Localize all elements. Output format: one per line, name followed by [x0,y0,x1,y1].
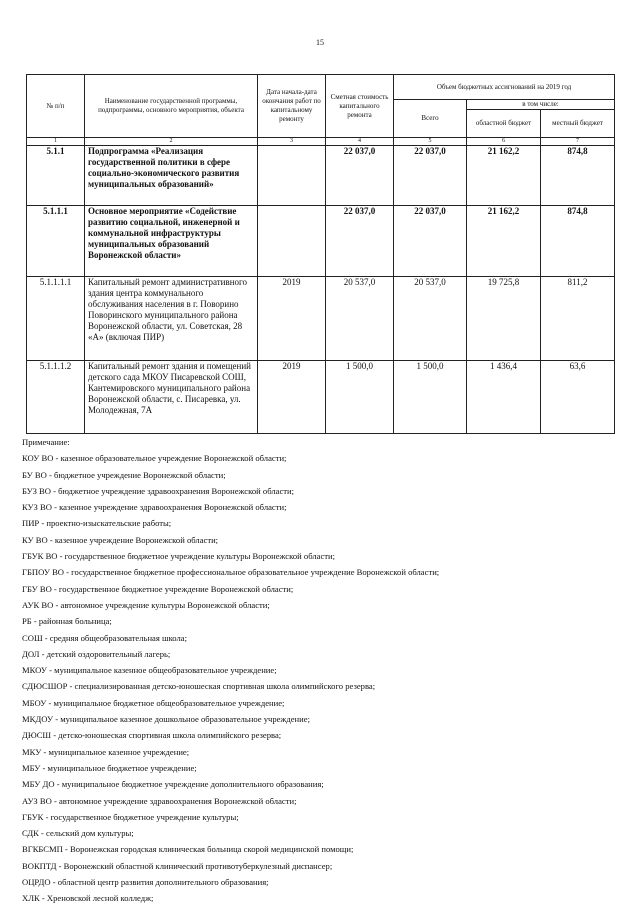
note-item: СДЮСШОР - специализированная детско-юношеская спортивная школа олимпийского резерва; [22,681,376,692]
col-number: 3 [258,138,326,146]
note-item: ГБУК - государственное бюджетное учреждение культуры; [22,811,239,822]
row-name: Капитальный ремонт административного здания центра коммунального обслуживания населения в г. Поворино Поворинского муниципального района Воронежской области, ул. Советская, 28 «А» (включая ПИР) [85,277,258,361]
note-item: БУЗ ВО - бюджетное учреждение здравоохранения Воронежской области; [22,485,295,496]
note-item: АУЗ ВО - автономное учреждение здравоохранения Воронежской области; [22,795,297,806]
note-item: ГБУК ВО - государственное бюджетное учреждение культуры Воронежской области; [22,551,336,562]
row-number: 5.1.1.1.1 [27,277,85,361]
row-total: 1 500,0 [394,361,467,434]
row-cost: 22 037,0 [326,146,394,206]
col-number: 1 [27,138,85,146]
note-item: МКОУ - муниципальное казенное общеобразовательное учреждение; [22,665,277,676]
col-number: 4 [326,138,394,146]
row-regional: 1 436,4 [467,361,541,434]
note-item: МБОУ - муниципальное бюджетное общеобразовательное учреждение; [22,697,285,708]
row-local: 874,8 [541,206,615,277]
header-local: местный бюджет [541,110,615,138]
note-item: МКДОУ - муниципальное казенное дошкольное образовательное учреждение; [22,714,310,725]
row-local: 63,6 [541,361,615,434]
note-item: БУ ВО - бюджетное учреждение Воронежской области; [22,469,226,480]
notes-section [22,434,622,907]
note-item: РБ - районная больница; [22,616,112,627]
header-including: в том числе: [467,100,615,110]
note-item: ОЦРДО - областной центр развития дополнительного образования; [22,877,269,888]
page-number: 15 [316,38,324,47]
row-name: Капитальный ремонт здания и помещений детского сада МКОУ Писаревской СОШ, Кантемировского муниципального района Воронежской области, с. Писаревка, ул. Молодежная, 7А [85,361,258,434]
note-item: ВГКБСМП - Воронежская городская клиническая больница скорой медицинской помощи; [22,844,354,855]
note-item: ГБПОУ ВО - государственное бюджетное профессиональное образовательное учреждение Воронежской области; [22,567,440,578]
row-regional: 21 162,2 [467,146,541,206]
note-item: ХЛК - Хреновской лесной колледж; [22,893,154,904]
table-row [27,206,615,277]
row-number: 5.1.1 [27,146,85,206]
row-total: 22 037,0 [394,146,467,206]
note-item: ДЮСШ - детско-юношеская спортивная школа олимпийского резерва; [22,730,282,741]
col-number: 5 [394,138,467,146]
row-total: 20 537,0 [394,277,467,361]
note-item: МБУ - муниципальное бюджетное учреждение; [22,762,197,773]
note-item: АУК ВО - автономное учреждение культуры Воронежской области; [22,599,270,610]
note-item: ВОКПТД - Воронежский областной клинический противотуберкулезный диспансер; [22,860,333,871]
note-item: СОШ - средняя общеобразовательная школа; [22,632,187,643]
budget-table [26,74,615,434]
row-number: 5.1.1.1 [27,206,85,277]
row-regional: 19 725,8 [467,277,541,361]
col-number: 7 [541,138,615,146]
header-name: Наименование государственной программы, подпрограммы, основного мероприятия, объекта [85,75,258,138]
header-num: № п/п [27,75,85,138]
note-item: СДК - сельский дом культуры; [22,828,134,839]
row-cost: 20 537,0 [326,277,394,361]
row-local: 874,8 [541,146,615,206]
row-name: Подпрограмма «Реализация государственной политики в сфере социально-экономического развития муниципальных образований» [85,146,258,206]
note-item: ДОЛ - детский оздоровительный лагерь; [22,648,171,659]
table-row [27,361,615,434]
table-row [27,277,615,361]
header-total: Всего [394,100,467,138]
col-number: 2 [85,138,258,146]
col-number: 6 [467,138,541,146]
note-item: МБУ ДО - муниципальное бюджетное учреждение дополнительного образования; [22,779,324,790]
notes-title: Примечание: [22,437,70,447]
row-cost: 22 037,0 [326,206,394,277]
row-date [258,146,326,206]
header-date: Дата начала-дата окончания работ по капитальному ремонту [258,75,326,138]
note-item: ГБУ ВО - государственное бюджетное учреждение Воронежской области; [22,583,294,594]
header-budget-group: Объем бюджетных ассигнований на 2019 год [394,75,615,100]
row-total: 22 037,0 [394,206,467,277]
note-item: КОУ ВО - казенное образовательное учреждение Воронежской области; [22,453,287,464]
note-item: КУЗ ВО - казенное учреждение здравоохранения Воронежской области; [22,502,287,513]
note-item: МКУ - муниципальное казенное учреждение; [22,746,190,757]
row-date: 2019 [258,277,326,361]
row-regional: 21 162,2 [467,206,541,277]
row-date [258,206,326,277]
row-number: 5.1.1.1.2 [27,361,85,434]
table-row [27,146,615,206]
row-cost: 1 500,0 [326,361,394,434]
row-name: Основное мероприятие «Содействие развитию социальной, инженерной и коммунальной инфраструктуры муниципальных образований Воронежской области» [85,206,258,277]
row-date: 2019 [258,361,326,434]
note-item: ПИР - проектно-изыскательские работы; [22,518,172,529]
header-regional: областной бюджет [467,110,541,138]
row-local: 811,2 [541,277,615,361]
header-cost: Сметная стоимость капитального ремонта [326,75,394,138]
note-item: КУ ВО - казенное учреждение Воронежской области; [22,534,219,545]
